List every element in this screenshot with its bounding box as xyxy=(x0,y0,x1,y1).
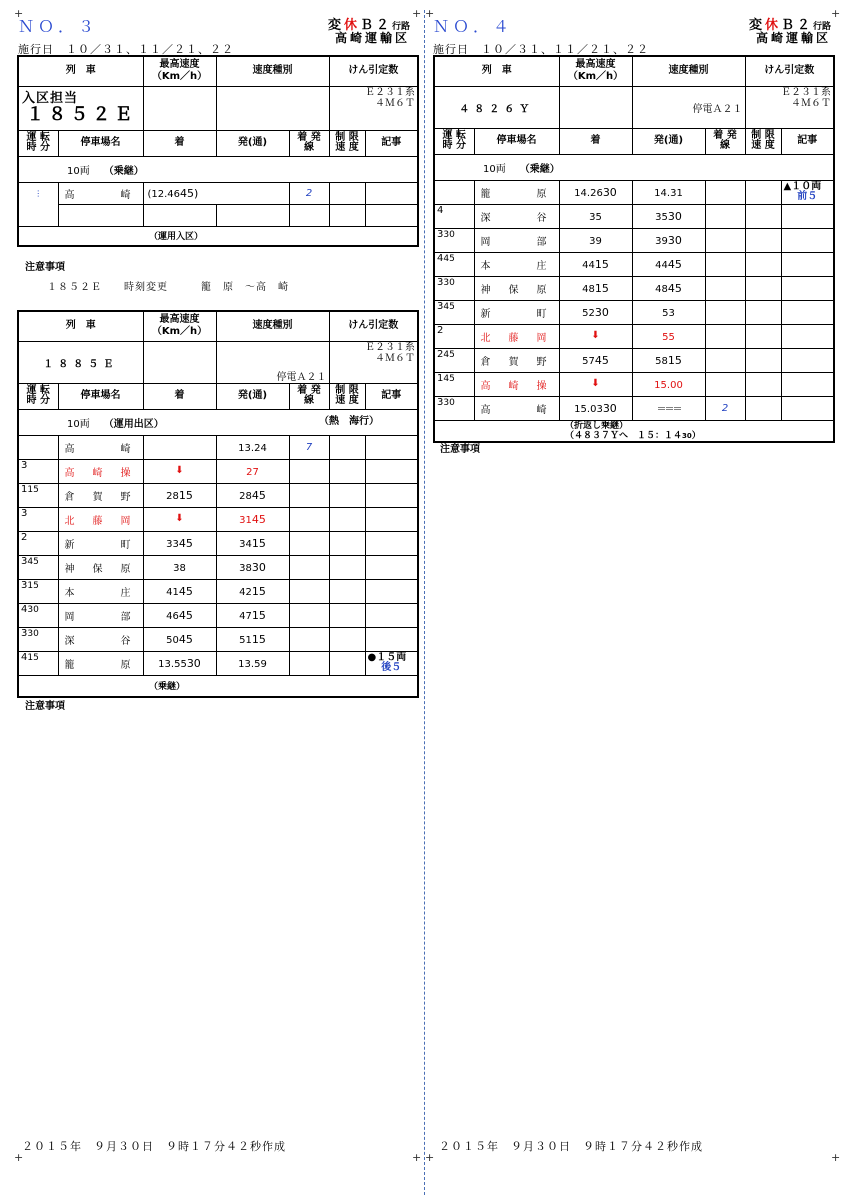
run-time: 3 xyxy=(18,459,58,483)
speed-limit xyxy=(329,459,365,483)
station-name: 神保原 xyxy=(58,555,143,579)
header-track: 着 発 線 xyxy=(289,130,329,156)
header-train: 列 車 xyxy=(18,56,143,86)
track-number: 2 xyxy=(705,396,745,420)
station-name: 北藤岡 xyxy=(58,507,143,531)
track-number xyxy=(289,483,329,507)
memo xyxy=(365,579,418,603)
timetable-row xyxy=(434,252,834,276)
crop-mark: + xyxy=(14,1151,24,1164)
run-time xyxy=(18,435,58,459)
departure-time: 4845 xyxy=(632,276,705,300)
duty-pattern: 変休Ｂ２行路 xyxy=(327,18,410,33)
track-number xyxy=(705,228,745,252)
speed-limit xyxy=(745,228,781,252)
run-time: 330 xyxy=(434,276,474,300)
track-number xyxy=(705,252,745,276)
crop-mark: + xyxy=(412,7,422,20)
run-time: 345 xyxy=(18,555,58,579)
station-name: 倉賀野 xyxy=(474,348,559,372)
continuation-note: （折返し乗継） （４８３７Ｙへ １５：１４30） xyxy=(434,420,834,442)
memo xyxy=(781,252,834,276)
arrival-time: 39 xyxy=(559,228,632,252)
speed-class-value xyxy=(216,86,329,130)
arrival-time: 35 xyxy=(559,204,632,228)
train-card-4826Y xyxy=(433,55,835,443)
right-page xyxy=(425,0,849,1200)
effective-dates: 施行日 １０／３１、１１／２１、２２ xyxy=(433,43,649,56)
arrival-time: 4145 xyxy=(143,579,216,603)
timetable-row xyxy=(18,531,418,555)
speed-limit xyxy=(745,300,781,324)
crop-mark: + xyxy=(831,1151,841,1164)
departure-time: 3145 xyxy=(216,507,289,531)
caution-text: １８５２Ｅ 時刻変更 籠 原 ～高 崎 xyxy=(47,282,289,293)
timetable-row xyxy=(18,555,418,579)
memo xyxy=(781,372,834,396)
header-run-time: 運 転 時 分 xyxy=(434,128,474,154)
track-number: 2 xyxy=(289,182,329,204)
crop-mark: + xyxy=(425,7,435,20)
header-arrival: 着 xyxy=(559,128,632,154)
station-name: 新町 xyxy=(58,531,143,555)
memo xyxy=(365,459,418,483)
track-number xyxy=(705,180,745,204)
departure-time: 3930 xyxy=(632,228,705,252)
station-name: 深谷 xyxy=(474,204,559,228)
header-speed-limit: 制 限 速 度 xyxy=(745,128,781,154)
departure-time: 3830 xyxy=(216,555,289,579)
header-departure: 発(通) xyxy=(216,383,289,409)
header-run-time: 運 転 時 分 xyxy=(18,130,58,156)
crop-mark: + xyxy=(831,7,841,20)
track-number xyxy=(289,555,329,579)
header-station: 停車場名 xyxy=(58,383,143,409)
speed-limit xyxy=(329,603,365,627)
depot-name: 高崎運輸区 xyxy=(334,31,410,45)
card-number: ＮＯ．４ xyxy=(433,17,514,36)
speed-limit xyxy=(745,396,781,420)
station-name: 高崎 xyxy=(58,435,143,459)
departure-time: ＝＝＝ xyxy=(632,396,705,420)
track-number xyxy=(289,627,329,651)
train-card-1852E xyxy=(17,55,419,247)
arrival-time: 3345 xyxy=(143,531,216,555)
depot-duty-tag: 入区担当 xyxy=(22,90,79,106)
arrival-time: ⬇ xyxy=(143,459,216,483)
consist: Ｅ２３１系 ４Ｍ６Ｔ xyxy=(329,86,418,130)
car-count-row: 10両 （乗継） xyxy=(18,156,418,182)
memo xyxy=(365,531,418,555)
station-name: 神保原 xyxy=(474,276,559,300)
station-name: 岡部 xyxy=(58,603,143,627)
arrival-time: 14.2630 xyxy=(559,180,632,204)
track-number xyxy=(705,300,745,324)
track-number xyxy=(289,459,329,483)
departure-time: 5115 xyxy=(216,627,289,651)
header-speed-class: 速度種別 xyxy=(632,56,745,86)
timetable-row xyxy=(18,435,418,459)
header-max-speed: 最高速度 （Km／h） xyxy=(143,311,216,341)
speed-limit xyxy=(329,531,365,555)
memo xyxy=(781,228,834,252)
track-number xyxy=(289,579,329,603)
header-pull-limit: けん引定数 xyxy=(329,311,418,341)
station-name: 深谷 xyxy=(58,627,143,651)
timetable-row xyxy=(18,603,418,627)
timetable-row xyxy=(434,372,834,396)
speed-limit xyxy=(745,252,781,276)
run-time: 315 xyxy=(18,579,58,603)
header-station: 停車場名 xyxy=(474,128,559,154)
header-memo: 記事 xyxy=(781,128,834,154)
speed-limit xyxy=(329,483,365,507)
run-time: 3 xyxy=(18,507,58,531)
memo xyxy=(781,396,834,420)
header-departure: 発(通) xyxy=(632,128,705,154)
timetable-row xyxy=(18,651,418,675)
track-number xyxy=(705,276,745,300)
header-track: 着 発 線 xyxy=(289,383,329,409)
arrival-time: 38 xyxy=(143,555,216,579)
consist: Ｅ２３１系 ４Ｍ６Ｔ xyxy=(745,86,834,128)
generated-timestamp: ２０１５年 ９月３０日 ９時１７分４２秒作成 xyxy=(22,1140,286,1153)
station-name: 高崎操 xyxy=(58,459,143,483)
departure-time: 53 xyxy=(632,300,705,324)
memo xyxy=(781,300,834,324)
header-departure: 発(通) xyxy=(216,130,289,156)
departure-time: 13.24 xyxy=(216,435,289,459)
train-id-cell xyxy=(18,86,143,130)
speed-limit xyxy=(329,555,365,579)
run-time: 145 xyxy=(434,372,474,396)
run-time: 415 xyxy=(18,651,58,675)
header-run-time: 運 転 時 分 xyxy=(18,383,58,409)
speed-limit xyxy=(745,372,781,396)
header-memo: 記事 xyxy=(365,130,418,156)
departure-time: 13.59 xyxy=(216,651,289,675)
max-speed-value xyxy=(143,341,216,383)
timetable-row xyxy=(434,300,834,324)
run-time: 330 xyxy=(434,396,474,420)
header-speed-class: 速度種別 xyxy=(216,56,329,86)
run-time: 345 xyxy=(434,300,474,324)
operation-note: （運用入区） xyxy=(18,226,418,246)
station-name: 高 崎 xyxy=(58,182,143,204)
depot-name: 高崎運輸区 xyxy=(755,31,831,45)
memo: ▲１０両 前５ xyxy=(781,180,834,204)
timetable-row xyxy=(18,459,418,483)
header-pull-limit: けん引定数 xyxy=(745,56,834,86)
run-time: 4 xyxy=(434,204,474,228)
station-name: 高崎 xyxy=(474,396,559,420)
max-speed-value xyxy=(143,86,216,130)
arrival-time: 4645 xyxy=(143,603,216,627)
memo xyxy=(365,435,418,459)
timetable-row xyxy=(434,204,834,228)
arrival-time xyxy=(143,435,216,459)
track-number xyxy=(705,324,745,348)
departure-time: 4715 xyxy=(216,603,289,627)
crop-mark: + xyxy=(412,1151,422,1164)
destination-note: （熱 海行） xyxy=(319,415,379,427)
arrival-time: 5230 xyxy=(559,300,632,324)
run-time: 115 xyxy=(18,483,58,507)
header-speed-limit: 制 限 速 度 xyxy=(329,130,365,156)
track-number xyxy=(705,372,745,396)
timetable-row xyxy=(434,396,834,420)
train-number: ４８２６Ｙ xyxy=(434,86,559,128)
run-time: 430 xyxy=(18,603,58,627)
memo xyxy=(781,276,834,300)
max-speed-value xyxy=(559,86,632,128)
station-name: 北藤岡 xyxy=(474,324,559,348)
departure-time: 14.31 xyxy=(632,180,705,204)
station-name: 本庄 xyxy=(474,252,559,276)
continuation-note: （乗継） xyxy=(18,675,418,697)
caution-heading: 注意事項 xyxy=(25,262,65,273)
memo xyxy=(365,555,418,579)
consist: Ｅ２３１系 ４Ｍ６Ｔ xyxy=(329,341,418,383)
timetable-row xyxy=(18,579,418,603)
track-number xyxy=(289,531,329,555)
left-page xyxy=(0,0,424,1200)
speed-class-value: 停電Ａ２１ xyxy=(216,341,329,383)
station-name: 籠原 xyxy=(474,180,559,204)
arrival-time: 5045 xyxy=(143,627,216,651)
speed-limit xyxy=(329,435,365,459)
header-max-speed: 最高速度 （Km／h） xyxy=(143,56,216,86)
track-number xyxy=(705,204,745,228)
run-time: 445 xyxy=(434,252,474,276)
departure-time: 2845 xyxy=(216,483,289,507)
memo xyxy=(365,603,418,627)
memo xyxy=(365,483,418,507)
train-card-1885E xyxy=(17,310,419,698)
track-number xyxy=(289,651,329,675)
speed-limit xyxy=(745,324,781,348)
memo xyxy=(365,507,418,531)
speed-limit xyxy=(329,579,365,603)
run-time xyxy=(434,180,474,204)
departure-time: 4445 xyxy=(632,252,705,276)
departure-time: 3415 xyxy=(216,531,289,555)
departure-time: 3530 xyxy=(632,204,705,228)
arrival-time: 13.5530 xyxy=(143,651,216,675)
run-time: 2 xyxy=(18,531,58,555)
arrival-time: 4415 xyxy=(559,252,632,276)
timetable-row xyxy=(18,627,418,651)
arrival-time: ⬇ xyxy=(559,372,632,396)
header-train: 列 車 xyxy=(434,56,559,86)
run-time: 245 xyxy=(434,348,474,372)
dotted-marker: ⋮ xyxy=(18,182,58,204)
car-count-row: 10両 （運用出区） （熱 海行） xyxy=(18,409,418,435)
arrival-time: 5745 xyxy=(559,348,632,372)
arrival-time: ⬇ xyxy=(143,507,216,531)
station-name: 本庄 xyxy=(58,579,143,603)
speed-limit xyxy=(329,651,365,675)
memo: ●１５両 後５ xyxy=(365,651,418,675)
track-number xyxy=(289,603,329,627)
station-name: 高崎操 xyxy=(474,372,559,396)
timetable-row xyxy=(434,228,834,252)
run-time: 2 xyxy=(434,324,474,348)
timetable-row xyxy=(434,348,834,372)
timetable-row xyxy=(434,180,834,204)
header-track: 着 発 線 xyxy=(705,128,745,154)
track-number: 7 xyxy=(289,435,329,459)
departure-time: 55 xyxy=(632,324,705,348)
departure-time: 27 xyxy=(216,459,289,483)
header-memo: 記事 xyxy=(365,383,418,409)
train-number: １８８５Ｅ xyxy=(18,341,143,383)
station-name: 岡部 xyxy=(474,228,559,252)
station-name: 籠原 xyxy=(58,651,143,675)
departure-time: 5815 xyxy=(632,348,705,372)
station-name: 新町 xyxy=(474,300,559,324)
memo xyxy=(365,627,418,651)
arrival-time: 4815 xyxy=(559,276,632,300)
memo xyxy=(781,348,834,372)
header-arrival: 着 xyxy=(143,383,216,409)
speed-limit xyxy=(745,204,781,228)
caution-heading: 注意事項 xyxy=(440,444,480,455)
caution-heading: 注意事項 xyxy=(25,701,65,712)
arrival-time: ⬇ xyxy=(559,324,632,348)
timetable-row xyxy=(434,324,834,348)
track-number xyxy=(289,507,329,531)
car-count-row: 10両 （乗継） xyxy=(434,154,834,180)
card-number: ＮＯ．３ xyxy=(18,17,99,36)
speed-limit xyxy=(745,180,781,204)
arrival-time: 2815 xyxy=(143,483,216,507)
header-speed-class: 速度種別 xyxy=(216,311,329,341)
departure-time: 4215 xyxy=(216,579,289,603)
station-name: 倉賀野 xyxy=(58,483,143,507)
header-pull-limit: けん引定数 xyxy=(329,56,418,86)
crop-mark: + xyxy=(14,7,24,20)
duty-pattern: 変休Ｂ２行路 xyxy=(748,18,831,33)
speed-class-value: 停電Ａ２１ xyxy=(632,86,745,128)
track-number xyxy=(705,348,745,372)
generated-timestamp: ２０１５年 ９月３０日 ９時１７分４２秒作成 xyxy=(439,1140,703,1153)
header-train: 列 車 xyxy=(18,311,143,341)
train-number: １８５２Ｅ xyxy=(26,103,137,125)
header-arrival: 着 xyxy=(143,130,216,156)
memo xyxy=(781,204,834,228)
header-speed-limit: 制 限 速 度 xyxy=(329,383,365,409)
header-max-speed: 最高速度 （Km／h） xyxy=(559,56,632,86)
speed-limit xyxy=(329,627,365,651)
run-time: 330 xyxy=(434,228,474,252)
timetable-row xyxy=(18,507,418,531)
memo xyxy=(781,324,834,348)
arrival-time: (12.4645) xyxy=(143,182,289,204)
timetable-row xyxy=(434,276,834,300)
speed-limit xyxy=(745,276,781,300)
speed-limit xyxy=(745,348,781,372)
header-station: 停車場名 xyxy=(58,130,143,156)
effective-dates: 施行日 １０／３１、１１／２１、２２ xyxy=(18,43,234,56)
run-time: 330 xyxy=(18,627,58,651)
timetable-row xyxy=(18,483,418,507)
speed-limit xyxy=(329,507,365,531)
departure-time: 15.00 xyxy=(632,372,705,396)
crop-mark: + xyxy=(425,1151,435,1164)
arrival-time: 15.0330 xyxy=(559,396,632,420)
